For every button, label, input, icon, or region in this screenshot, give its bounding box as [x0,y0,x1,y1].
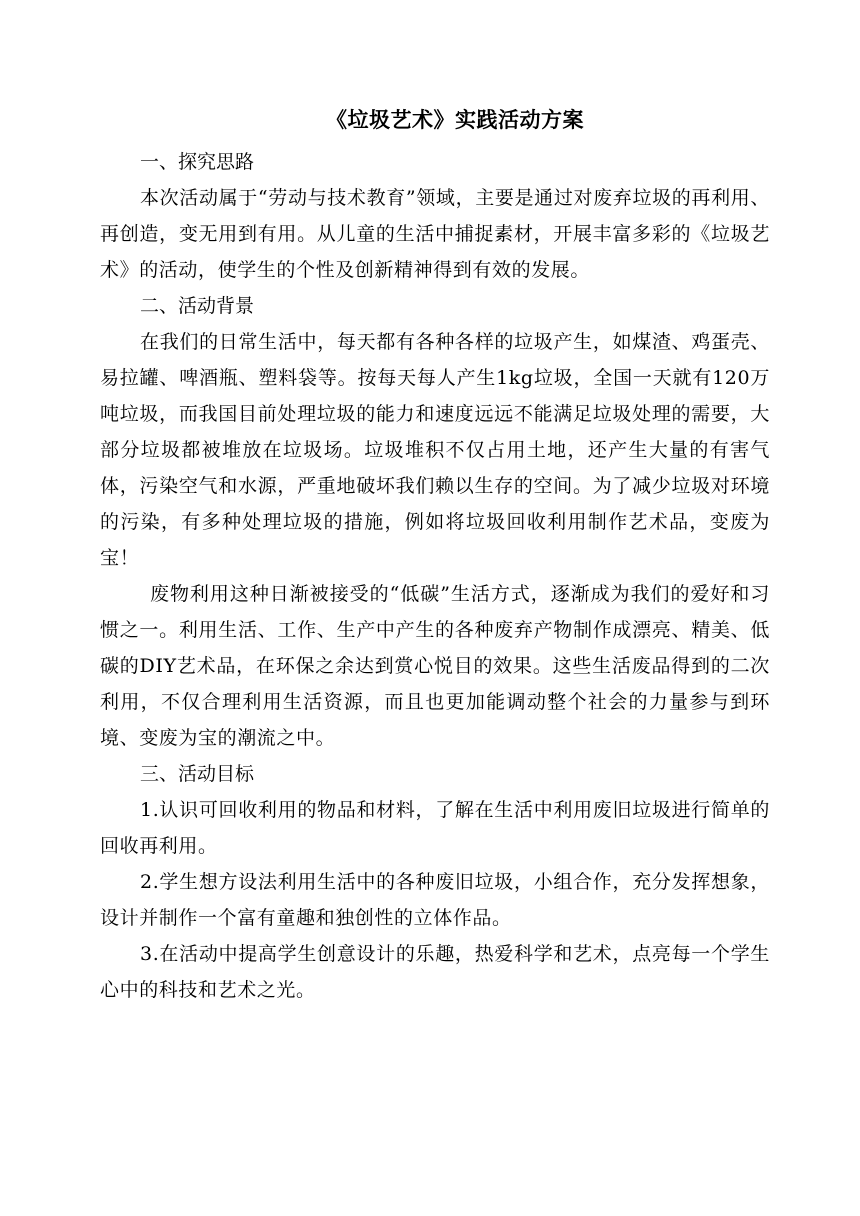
section-exploration [100,144,770,288]
section-goals [100,756,770,1008]
paragraph: 本次活动属于“劳动与技术教育”领域，主要是通过对废弃垃圾的再利用、再创造，变无用到有用。从儿童的生活中捕捉素材，开展丰富多彩的《垃圾艺术》的活动，使学生的个性及创新精神得到有效的发展。 [100,187,770,281]
section-heading: 一、探究思路 [140,151,255,173]
section-background [100,288,770,756]
section-heading: 二、活动背景 [140,295,255,317]
section-heading: 三、活动目标 [140,763,255,785]
document-title: 《垃圾艺术》实践活动方案 [326,108,584,132]
document-page [100,96,770,1008]
goal-item: 3.在活动中提高学生创意设计的乐趣，热爱科学和艺术，点亮每一个学生心中的科技和艺术之光。 [100,943,770,1001]
paragraph: 废物利用这种日渐被接受的“低碳”生活方式，逐渐成为我们的爱好和习惯之一。利用生活、工作、生产中产生的各种废弃产物制作成漂亮、精美、低碳的DIY艺术品，在环保之余达到赏心悦目的效果。这些生活废品得到的二次利用，不仅合理利用生活资源，而且也更加能调动整个社会的力量参与到环境、变废为宝的潮流之中。 [100,583,770,749]
goal-item: 1.认识可回收利用的物品和材料，了解在生活中利用废旧垃圾进行简单的回收再利用。 [100,799,770,857]
goal-item: 2.学生想方设法利用生活中的各种废旧垃圾，小组合作，充分发挥想象，设计并制作一个富有童趣和独创性的立体作品。 [100,871,770,929]
paragraph: 在我们的日常生活中，每天都有各种各样的垃圾产生，如煤渣、鸡蛋壳、易拉罐、啤酒瓶、塑料袋等。按每天每人产生1kg垃圾，全国一天就有120万吨垃圾，而我国目前处理垃圾的能力和速度远远不能满足垃圾处理的需要，大部分垃圾都被堆放在垃圾场。垃圾堆积不仅占用土地，还产生大量的有害气体，污染空气和水源，严重地破坏我们赖以生存的空间。为了减少垃圾对环境的污染，有多种处理垃圾的措施，例如将垃圾回收利用制作艺术品，变废为宝！ [100,331,770,569]
